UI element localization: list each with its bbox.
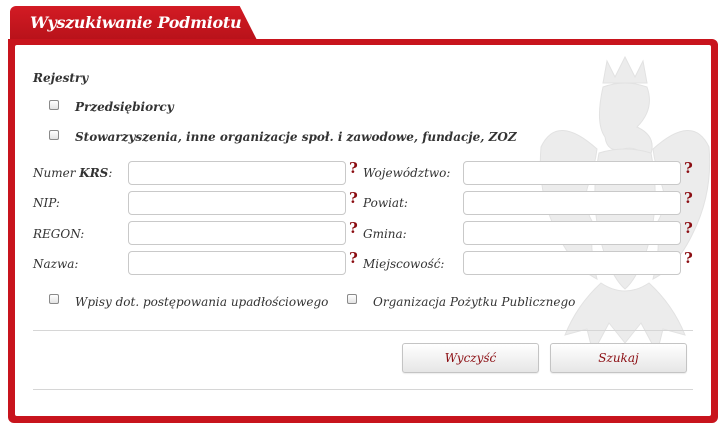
nazwa-help-icon[interactable]: ? [349, 249, 358, 267]
wojewodztwo-help-icon[interactable]: ? [684, 159, 693, 177]
checkbox-upadlosc[interactable] [49, 294, 59, 304]
nip-input[interactable] [128, 191, 346, 215]
divider-top [33, 330, 693, 331]
gmina-input[interactable] [463, 221, 681, 245]
powiat-help-icon[interactable]: ? [684, 189, 693, 207]
powiat-label: Powiat: [363, 196, 408, 210]
regon-input[interactable] [128, 221, 346, 245]
divider-bottom [33, 389, 693, 390]
page-title: Wyszukiwanie Podmiotu [30, 13, 242, 32]
clear-button[interactable]: Wyczyść [402, 343, 539, 373]
nip-help-icon[interactable]: ? [349, 189, 358, 207]
checkbox-przedsiebiorcy[interactable] [49, 100, 59, 110]
nazwa-label: Nazwa: [33, 257, 79, 271]
wojewodztwo-label: Województwo: [363, 166, 451, 180]
registries-label: Rejestry [33, 71, 89, 85]
miejscowosc-input[interactable] [463, 251, 681, 275]
krs-label: Numer KRS: [33, 166, 113, 180]
wojewodztwo-input[interactable] [463, 161, 681, 185]
checkbox-upadlosc-label[interactable]: Wpisy dot. postępowania upadłościowego [75, 295, 329, 309]
checkbox-stowarzyszenia[interactable] [49, 130, 59, 140]
checkbox-stowarzyszenia-label[interactable]: Stowarzyszenia, inne organizacje społ. i zawodowe, fundacje, ZOZ [75, 130, 517, 144]
nip-label: NIP: [33, 196, 60, 210]
krs-help-icon[interactable]: ? [349, 159, 358, 177]
nazwa-input[interactable] [128, 251, 346, 275]
krs-input[interactable] [128, 161, 346, 185]
checkbox-opp-label[interactable]: Organizacja Pożytku Publicznego [373, 295, 576, 309]
gmina-label: Gmina: [363, 227, 407, 241]
search-button[interactable]: Szukaj [550, 343, 687, 373]
regon-help-icon[interactable]: ? [349, 219, 358, 237]
checkbox-przedsiebiorcy-label[interactable]: Przedsiębiorcy [75, 100, 174, 114]
regon-label: REGON: [33, 227, 85, 241]
search-panel [15, 45, 711, 416]
checkbox-opp[interactable] [347, 294, 357, 304]
gmina-help-icon[interactable]: ? [684, 219, 693, 237]
miejscowosc-label: Miejscowość: [363, 257, 445, 271]
miejscowosc-help-icon[interactable]: ? [684, 249, 693, 267]
powiat-input[interactable] [463, 191, 681, 215]
